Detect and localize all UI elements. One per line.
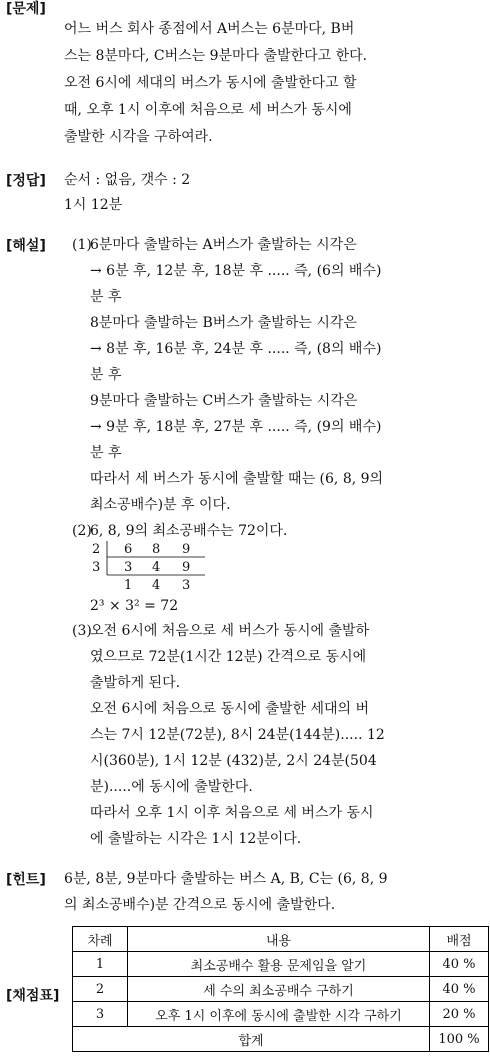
part1-label: (1): [72, 237, 92, 253]
answer-meta: 순서 : 없음, 갯수 : 2: [64, 172, 191, 188]
part3-line: 따라서 오후 1시 이후 처음으로 세 버스가 동시: [90, 805, 374, 821]
part1-line: 최소공배수)분 후 이다.: [90, 497, 231, 513]
header-content: 내용: [128, 927, 430, 952]
part2-result: 2³ × 3² = 72: [90, 598, 179, 614]
part3-line: 분).....에 동시에 출발한다.: [90, 779, 253, 795]
part1-line: 따라서 세 버스가 동시에 출발할 때는 (6, 8, 9의: [90, 471, 384, 487]
table-row: [73, 1002, 489, 1027]
part2-label: (2): [72, 523, 92, 539]
problem-line: 스는 8분마다, C버스는 9분마다 출발한다고 한다.: [64, 48, 368, 64]
scoring-table: [72, 926, 489, 1052]
part1-line: 분 후: [90, 445, 122, 461]
hint-tag: [힌트]: [6, 872, 46, 888]
total-value: 100 %: [430, 1027, 489, 1052]
row-order: 3: [73, 1002, 128, 1027]
part1-line: 분 후: [90, 367, 122, 383]
scoring-header-row: [73, 927, 489, 952]
scoring-tag: [채점표]: [6, 988, 60, 1004]
part3-line: 였으므로 72분(1시간 12분) 간격으로 동시에: [90, 649, 367, 665]
div-cell: 3: [124, 560, 133, 575]
table-row: [73, 977, 489, 1002]
answer-tag: [정답]: [6, 173, 46, 189]
hint-line: 의 최소공배수)분 간격으로 동시에 출발한다.: [64, 897, 336, 913]
part1-line: → 9분 후, 18분 후, 27분 후 ..... 즉, (9의 배수): [90, 419, 382, 435]
row-content: 최소공배수 활용 문제임을 알기: [128, 952, 430, 977]
part3-line: 에 출발하는 시각은 1시 12분이다.: [90, 831, 302, 847]
row-points: 40 %: [430, 952, 489, 977]
row-points: 20 %: [430, 1002, 489, 1027]
div-cell: 4: [152, 578, 161, 593]
div-cell: 6: [124, 542, 133, 557]
part3-label: (3): [72, 623, 92, 639]
part3-line: 오전 6시에 처음으로 동시에 출발한 세대의 버: [90, 701, 370, 717]
problem-line: 때, 오후 1시 이후에 처음으로 세 버스가 동시에: [64, 102, 352, 118]
part1-line: 분 후: [90, 289, 122, 305]
solution-tag: [해설]: [6, 238, 46, 254]
div-cell: 4: [152, 560, 161, 575]
part3-line: 시(360분), 1시 12분 (432)분, 2시 24분(504: [90, 753, 377, 769]
problem-line: 어느 버스 회사 종점에서 A버스는 6분마다, B버: [64, 21, 355, 37]
row-content: 오후 1시 이후에 동시에 출발한 시각 구하기: [128, 1002, 430, 1027]
div-cell: 1: [124, 578, 133, 593]
part1-line: → 6분 후, 12분 후, 18분 후 ..... 즉, (6의 배수): [90, 263, 382, 279]
total-row: [73, 1027, 489, 1052]
header-order: 차례: [73, 927, 128, 952]
div-cell: 3: [182, 578, 191, 593]
part1-line: 9분마다 출발하는 C버스가 출발하는 시각은: [90, 393, 358, 409]
part2-line: 6, 8, 9의 최소공배수는 72이다.: [90, 523, 288, 539]
div-divisor: 3: [92, 560, 101, 575]
row-order: 1: [73, 952, 128, 977]
row-content: 세 수의 최소공배수 구하기: [128, 977, 430, 1002]
row-order: 2: [73, 977, 128, 1002]
table-row: [73, 952, 489, 977]
problem-tag: [문제]: [6, 1, 46, 17]
total-label: 합계: [73, 1027, 430, 1052]
part3-line: 출발하게 된다.: [90, 675, 181, 691]
div-cell: 8: [152, 542, 161, 557]
div-divisor: 2: [92, 542, 101, 557]
answer-value: 1시 12분: [64, 197, 123, 213]
div-cell: 9: [182, 560, 191, 575]
div-cell: 9: [182, 542, 191, 557]
part1-line: 8분마다 출발하는 B버스가 출발하는 시각은: [90, 315, 357, 331]
part1-line: 6분마다 출발하는 A버스가 출발하는 시각은: [90, 237, 357, 253]
part3-line: 스는 7시 12분(72분), 8시 24분(144분)..... 12: [90, 727, 385, 743]
hint-line: 6분, 8분, 9분마다 출발하는 버스 A, B, C는 (6, 8, 9: [64, 871, 388, 887]
problem-line: 출발한 시각을 구하여라.: [64, 129, 213, 145]
row-points: 40 %: [430, 977, 489, 1002]
problem-line: 오전 6시에 세대의 버스가 동시에 출발한다고 할: [64, 75, 357, 91]
part3-line: 오전 6시에 처음으로 세 버스가 동시에 출발하: [90, 623, 370, 639]
part1-line: → 8분 후, 16분 후, 24분 후 ..... 즉, (8의 배수): [90, 341, 382, 357]
header-points: 배점: [430, 927, 489, 952]
